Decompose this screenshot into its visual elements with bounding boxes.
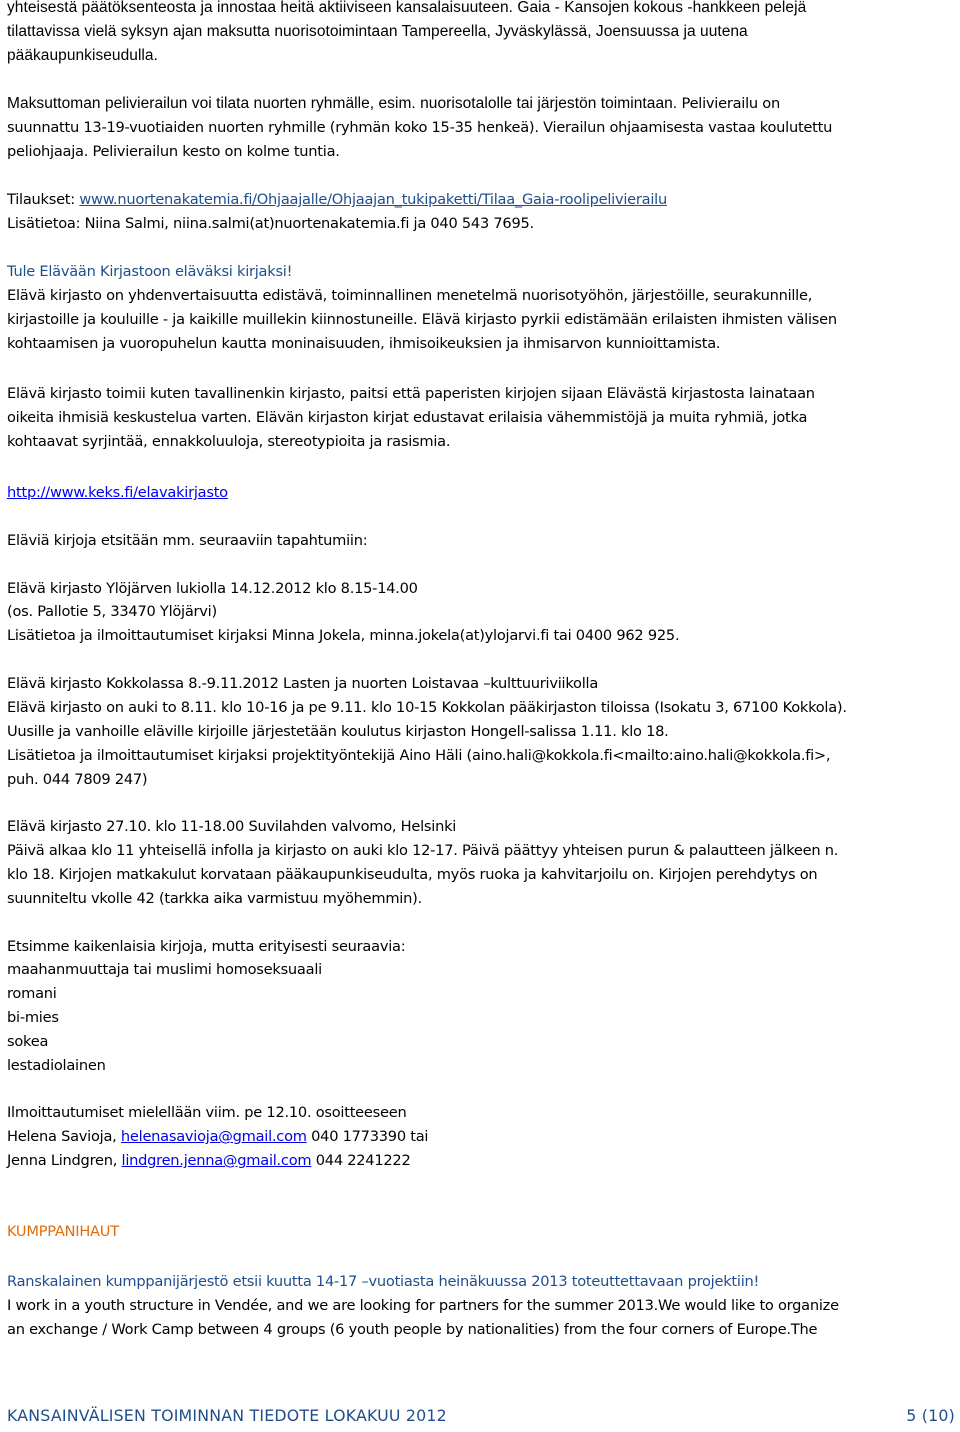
event-line: klo 18. Kirjojen matkakulut korvataan pääkaupunkiseudulta, myös ruoka ja kahvitarjoilu on. Kirjojen perehdytys on: [7, 866, 818, 883]
contact-line: [7, 1125, 428, 1149]
event-line: Elävä kirjasto 27.10. klo 11-18.00 Suvilahden valvomo, Helsinki: [7, 818, 457, 835]
contact-name: Jenna Lindgren,: [7, 1152, 122, 1169]
paragraph-line: an exchange / Work Camp between 4 groups (6 youth people by nationalities) from the four corners of Europe.The: [7, 1321, 818, 1338]
intro-line: tilattavissa vielä syksyn ajan maksutta nuorisotoimintaan Tampereella, Jyväskylässä, Joensuussa ja uutena: [7, 23, 748, 40]
paragraph-line: Ilmoittautumiset mielellään viim. pe 12.10. osoitteeseen: [7, 1104, 407, 1121]
intro-line: pääkaupunkiseudulla.: [7, 47, 158, 64]
paragraph-line: suunnattu 13-19-vuotiaiden nuorten ryhmille (ryhmän koko 15-35 henkeä). Vierailun ohjaamisesta vastaa koulutettu: [7, 119, 833, 136]
paragraph-line: [7, 92, 780, 116]
email-link[interactable]: lindgren.jenna@gmail.com: [121, 1152, 312, 1169]
page-number: 5 (10): [906, 1406, 955, 1425]
list-item: lestadiolainen: [7, 1057, 106, 1074]
event-line: (os. Pallotie 5, 33470 Ylöjärvi): [7, 603, 217, 620]
paragraph-line: kirjastoille ja kouluille - ja kaikille muillekin kiinnostuneille. Elävä kirjasto pyrkii edistämään erilaisten ihmisten välisen: [7, 311, 837, 328]
elava-kirjasto-link[interactable]: http://www.keks.fi/elavakirjasto: [7, 484, 228, 501]
paragraph-line: oikeita ihmisiä keskustelua varten. Elävän kirjaston kirjat edustavat erilaisia vähemmistöjä ja muita ryhmiä, jotka: [7, 409, 808, 426]
section-heading: KUMPPANIHAUT: [7, 1223, 119, 1240]
text-span: Pelivierailu on: [677, 95, 780, 112]
event-line: Lisätietoa ja ilmoittautumiset kirjaksi projektityöntekijä Aino Häli (aino.hali@kokkola.fi<mailto:aino.hali@kokkola.fi>,: [7, 747, 831, 764]
event-line: Lisätietoa ja ilmoittautumiset kirjaksi Minna Jokela, minna.jokela(at)ylojarvi.fi tai 0400 962 925.: [7, 627, 680, 644]
event-line: Uusille ja vanhoille eläville kirjoille järjestetään koulutus kirjaston Hongell-salissa 1.11. klo 18.: [7, 723, 669, 740]
event-line: suunniteltu vkolle 42 (tarkka aika varmistuu myöhemmin).: [7, 890, 422, 907]
email-link[interactable]: helenasavioja@gmail.com: [120, 1128, 307, 1145]
section-heading: Tule Elävään Kirjastoon eläväksi kirjaksi!: [7, 263, 293, 280]
contact-line: [7, 1149, 411, 1173]
paragraph-line: Elävä kirjasto on yhdenvertaisuutta edistävä, toiminnallinen menetelmä nuorisotyöhön, järjestöille, seurakunnille,: [7, 287, 813, 304]
paragraph-line: kohtaamisen ja vuoropuhelun kautta moninaisuuden, ihmisoikeuksien ja ihmisarvon kunnioittamista.: [7, 335, 721, 352]
paragraph-line: I work in a youth structure in Vendée, and we are looking for partners for the summer 2013.We would like to organize: [7, 1297, 839, 1314]
event-line: Elävä kirjasto on auki to 8.11. klo 10-16 ja pe 9.11. klo 10-15 Kokkolan pääkirjaston tiloissa (Isokatu 3, 67100 Kokkola).: [7, 699, 847, 716]
list-item: maahanmuuttaja tai muslimi homoseksuaali: [7, 961, 322, 978]
paragraph-line: Elävä kirjasto toimii kuten tavallinenkin kirjasto, paitsi että paperisten kirjojen sijaan Elävästä kirjastosta lainataan: [7, 385, 815, 402]
event-line: Elävä kirjasto Kokkolassa 8.-9.11.2012 Lasten ja nuorten Loistavaa –kulttuuriviikolla: [7, 675, 599, 692]
event-line: Päivä alkaa klo 11 yhteisellä infolla ja kirjasto on auki klo 12-17. Päivä päättyy yhteisen purun & palautteen jälkeen n.: [7, 842, 839, 859]
section-subheading: Ranskalainen kumppanijärjestö etsii kuutta 14-17 –vuotiasta heinäkuussa 2013 toteuttettavaan projektiin!: [7, 1273, 760, 1290]
list-item: bi-mies: [7, 1009, 59, 1026]
contact-phone: 040 1773390 tai: [306, 1128, 429, 1145]
text-span: Maksuttoman pelivierailun voi tilata nuorten ryhmälle, esim. nuorisotalolle tai järjestön toimintaan.: [7, 95, 678, 112]
paragraph-line: Eläviä kirjoja etsitään mm. seuraaviin tapahtumiin:: [7, 532, 368, 549]
event-line: Elävä kirjasto Ylöjärven lukiolla 14.12.2012 klo 8.15-14.00: [7, 580, 418, 597]
list-item: romani: [7, 985, 57, 1002]
footer-title: KANSAINVÄLISEN TOIMINNAN TIEDOTE LOKAKUU 2012: [7, 1406, 447, 1425]
contact-line: Lisätietoa: Niina Salmi, niina.salmi(at)nuortenakatemia.fi ja 040 543 7695.: [7, 215, 534, 232]
event-line: puh. 044 7809 247): [7, 771, 148, 788]
paragraph-line: Etsimme kaikenlaisia kirjoja, mutta erityisesti seuraavia:: [7, 938, 406, 955]
url-line: [7, 481, 228, 505]
contact-phone: 044 2241222: [311, 1152, 411, 1169]
tilaukset-line: [7, 188, 667, 212]
tilaukset-link[interactable]: www.nuortenakatemia.fi/Ohjaajalle/Ohjaajan_tukipaketti/Tilaa_Gaia-roolipelivierailu: [79, 191, 667, 208]
paragraph-line: kohtaavat syrjintää, ennakkoluuloja, stereotypioita ja rasismia.: [7, 433, 451, 450]
paragraph-line: peliohjaaja. Pelivierailun kesto on kolme tuntia.: [7, 143, 340, 160]
intro-line: yhteisestä päätöksenteosta ja innostaa heitä aktiiviseen kansalaisuuteen. Gaia - Kansojen kokous -hankkeen pelejä: [7, 0, 807, 16]
contact-name: Helena Savioja,: [7, 1128, 121, 1145]
list-item: sokea: [7, 1033, 49, 1050]
tilaukset-label: Tilaukset:: [7, 191, 80, 208]
